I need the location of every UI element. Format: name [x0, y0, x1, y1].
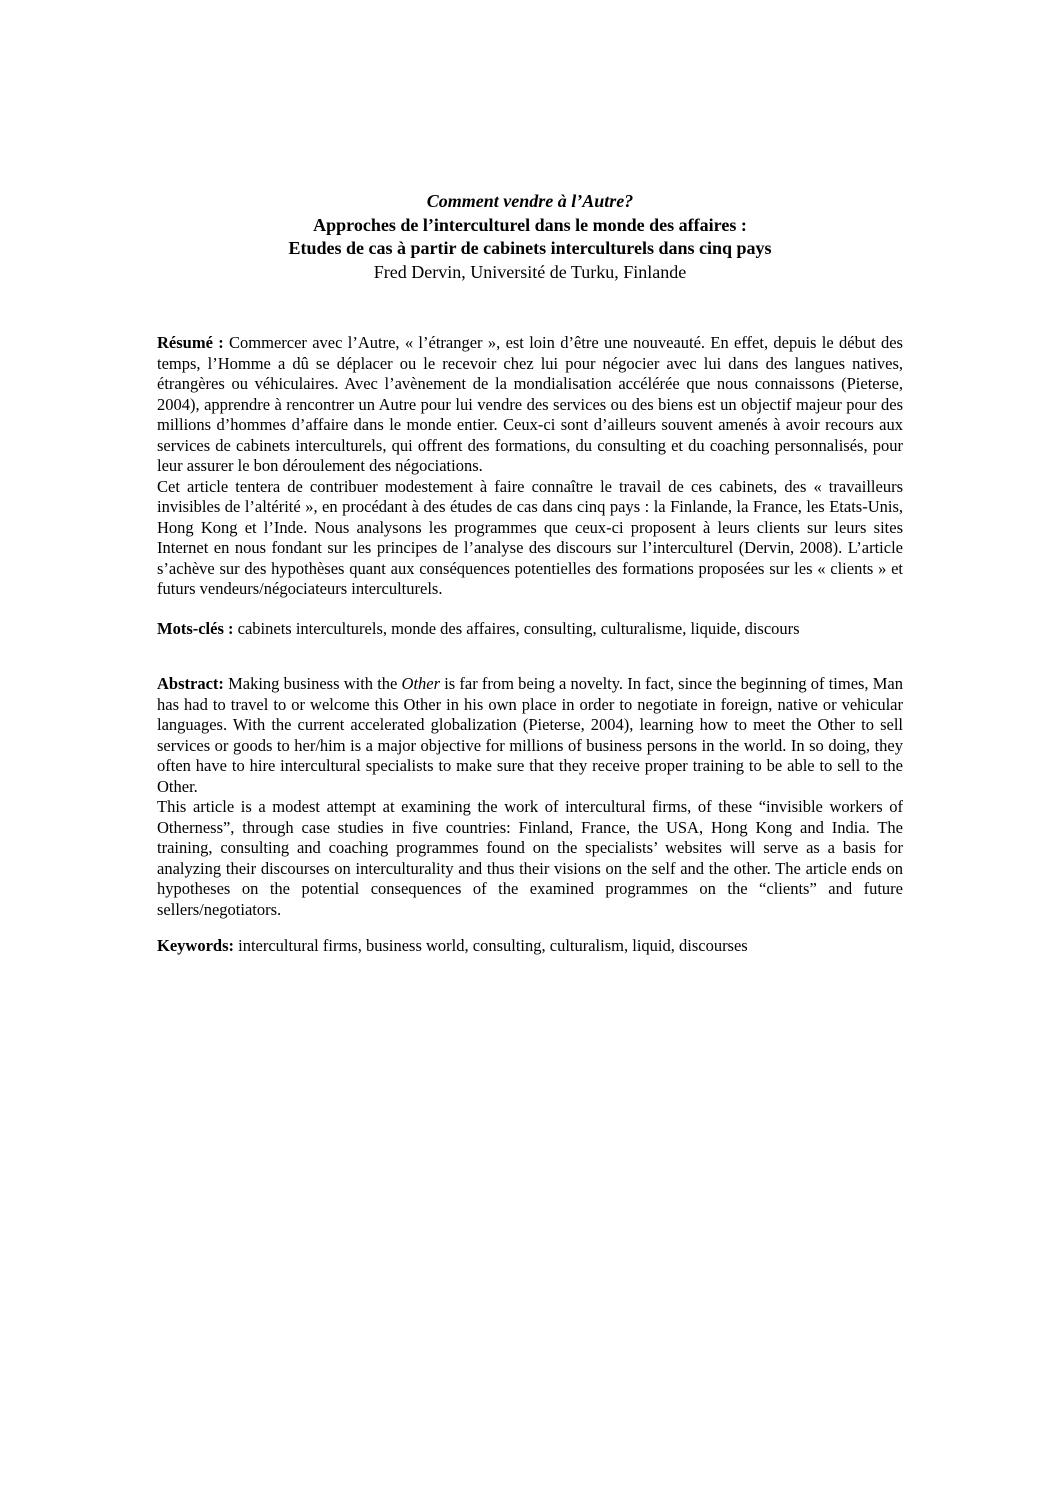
- resume-label: Résumé :: [157, 333, 224, 352]
- abstract-label: Abstract:: [157, 674, 224, 693]
- resume-text-2: Cet article tentera de contribuer modestement à faire connaître le travail de ces cabinets, des « travailleurs invisibles de l’altérité », en procédant à des études de cas dans cinq pays : la Finlande, la France, les Etats-Unis, Hong Kong et l’Inde. Nous analysons les programmes que ceux-ci proposent à leurs clients sur leurs sites Internet en nous fondant sur les principes de l’analyse des discours sur l’interculturel (Dervin, 2008). L’article s’achève sur des hypothèses quant aux conséquences potentielles des formations proposées sur les « clients » et futurs vendeurs/négociateurs interculturels.: [157, 476, 903, 598]
- keywords-text: intercultural firms, business world, consulting, culturalism, liquid, discourses: [234, 936, 748, 955]
- keywords-label: Keywords:: [157, 936, 234, 955]
- resume-text-1: Commercer avec l’Autre, « l’étranger », est loin d’être une nouveauté. En effet, depuis le début des temps, l’Homme a dû se déplacer ou le recevoir chez lui pour négocier avec lui dans des langues natives, étrangères ou véhiculaires. Avec l’avènement de la mondialisation accélérée que nous connaissons (Pieterse, 2004), apprendre à rencontrer un Autre pour lui vendre des services ou des biens est un objectif majeur pour des millions d’hommes d’affaire dans le monde entier. Ceux-ci sont d’ailleurs souvent amenés à avoir recours aux services de cabinets interculturels, qui offrent des formations, du consulting et du coaching personnalisés, pour leur assurer le bon déroulement des négociations.: [157, 333, 903, 475]
- mots-cles-text: cabinets interculturels, monde des affaires, consulting, culturalisme, liquide, discours: [233, 618, 800, 638]
- title-block: [157, 190, 903, 284]
- paper-subtitle-1: Approches de l’interculturel dans le monde des affaires :: [313, 214, 747, 235]
- page-content: [157, 190, 903, 957]
- resume-paragraph-2: [157, 477, 903, 600]
- abstract-section: [157, 674, 903, 920]
- abstract-paragraph-1: [157, 674, 903, 797]
- paper-subtitle-2: Etudes de cas à partir de cabinets interculturels dans cinq pays: [288, 238, 772, 258]
- paper-title: Comment vendre à l’Autre?: [426, 191, 634, 211]
- mots-cles-section: [157, 619, 903, 640]
- abstract-text-lead: Making business with the: [223, 674, 402, 693]
- keywords-section: [157, 936, 903, 957]
- abstract-text-2: This article is a modest attempt at examining the work of intercultural firms, of these “invisible workers of Otherness”, through case studies in five countries: Finland, France, the USA, Hong Kong and India. The training, consulting and coaching programmes found on the specialists’ websites will serve as a basis for analyzing their discourses on interculturality and thus their visions on the self and the other. The article ends on hypotheses on the potential consequences of the examined programmes on the “clients” and future sellers/negotiators.: [157, 797, 903, 919]
- resume-section: [157, 333, 903, 600]
- abstract-paragraph-2: [157, 797, 903, 920]
- mots-cles-label: Mots-clés :: [157, 618, 234, 638]
- keywords-line: [157, 936, 903, 957]
- mots-cles-line: [157, 619, 903, 640]
- resume-paragraph-1: [157, 333, 903, 477]
- paper-author: Fred Dervin, Université de Turku, Finlande: [373, 261, 687, 282]
- abstract-text-rest: is far from being a novelty. In fact, since the beginning of times, Man has had to travel to or welcome this Other in his own place in order to negotiate in foreign, native or vehicular languages. With the current accelerated globalization (Pieterse, 2004), learning how to meet the Other to sell services or goods to her/him is a major objective for millions of business persons in the world. In so doing, they often have to hire intercultural specialists to make sure that they receive proper training to be able to sell to the Other.: [157, 674, 903, 796]
- abstract-italic-other: Other: [401, 674, 441, 693]
